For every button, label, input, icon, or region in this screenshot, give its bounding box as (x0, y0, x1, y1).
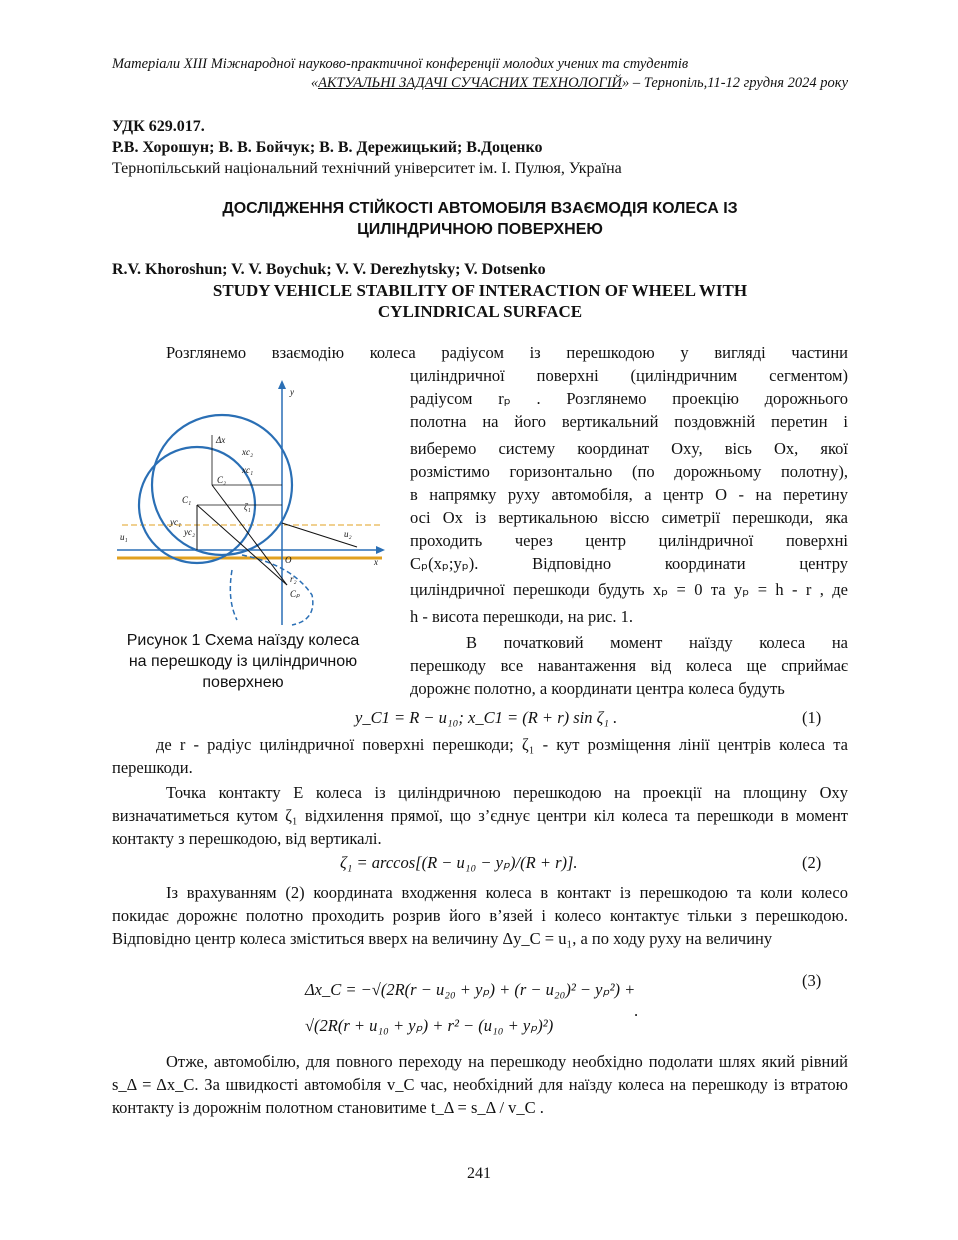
y-axis-arrow-icon (278, 380, 286, 389)
equation-3-line2: √(2R(r + u₁₀ + yₚ) + r² − (u₁₀ + yₚ)²) (305, 1016, 554, 1035)
x-axis-arrow-icon (376, 546, 385, 554)
paragraph-contact-point: Точка контакту E колеса із циліндричною перешкодою на проекції на площину Oxy визначатиметься кутом ζ₁ відхилення прямої, що з’єднує центри кіл колеса та перешкоди в момент контакту з перешкодою, від вертикалі. (112, 783, 848, 848)
equation-2-number: (2) (802, 853, 822, 872)
right-column-line: проходить через центр циліндричної поверхні (410, 531, 848, 550)
figure-caption: Рисунок 1 Схема наїзду колеса на перешкоду із циліндричною поверхнею (126, 632, 360, 691)
right-column-line: розмістимо горизонтально (по дорожньому полотну), (410, 462, 848, 481)
authors-en: R.V. Khoroshun; V. V. Boychuk; V. V. Derezhytsky; V. Dotsenko (112, 261, 546, 278)
label-o: O (285, 555, 292, 565)
paragraph-displacement: Із врахуванням (2) координата входження колеса в контакт із перешкодою та коли колесо покидає дорожнє полотно проходить розрив його в’язей і колесо контактує тільки з перешкодою. Відповідно центр колеса зміститься вверх на величину Δy_C = u₁, а по ходу руху на величину (112, 883, 848, 948)
conference-header-line2: «АКТУАЛЬНІ ЗАДАЧІ СУЧАСНИХ ТЕХНОЛОГІЙ» – Тернопіль,11-12 грудня 2024 року (310, 75, 848, 91)
equation-1: y_C1 = R − u₁₀; x_C1 = (R + r) sin ζ₁ . (355, 708, 618, 727)
equation-3-number: (3) (802, 971, 822, 990)
label-c2: C₂ (217, 475, 227, 485)
center-line-1 (197, 505, 287, 585)
label-xc2: xc₂ (242, 447, 254, 457)
label-cp: Cₚ (290, 589, 300, 599)
label-y: y (290, 387, 294, 397)
right-column-line: перешкоду все навантаження від колеса ще сприймає (410, 656, 848, 675)
equation-1-number: (1) (802, 708, 822, 727)
authors-ua: Р.В. Хорошун; В. В. Бойчук; В. В. Дережицький; В.Доценко (112, 139, 543, 156)
center-line-2 (212, 485, 287, 585)
right-column-line: полотна на його вертикальний поздовжній перетин і (410, 412, 848, 431)
right-column-line: циліндричної поверхні (циліндричним сегментом) (410, 366, 848, 385)
label-u1: u₁ (120, 532, 128, 542)
right-column-line: радіусом rₚ . Розглянемо проекцію дорожнього (410, 389, 848, 408)
right-column-line: Cₚ(xₚ;yₚ). Відповідно координати центру (410, 554, 848, 573)
label-c1: C₁ (182, 495, 192, 505)
label-dx: Δx (216, 435, 226, 445)
conference-name: АКТУАЛЬНІ ЗАДАЧІ СУЧАСНИХ ТЕХНОЛОГІЙ (318, 75, 623, 91)
label-rp: r₂ (290, 574, 297, 584)
intro-line: Розглянемо взаємодію колеса радіусом із перешкодою у вигляді частини (166, 343, 848, 362)
title-ua-line2: ЦИЛІНДРИЧНОЮ ПОВЕРХНЕЮ (357, 221, 603, 238)
label-x: x (374, 557, 378, 567)
page-number: 241 (467, 1165, 491, 1182)
equation-2: ζ₁ = arccos[(R − u₁₀ − yₚ)/(R + r)]. (340, 853, 578, 872)
label-xc1: xc₁ (242, 465, 254, 475)
label-yc2: yc₂ (184, 527, 196, 537)
paragraph-r-definition: де r - радіус циліндричної поверхні перешкоди; ζ₁ - кут розміщення лінії центрів колеса та перешкоди. (112, 735, 848, 777)
figure-wheel-obstacle (112, 375, 378, 625)
conference-header-line1: Матеріали XIII Міжнародної науково-практичної конференції молодих учених та студентів (112, 56, 689, 72)
label-yc1: yc₁ (170, 517, 182, 527)
label-u2: u₂ (344, 529, 352, 539)
udk-code: УДК 629.017. (112, 118, 205, 135)
title-ua-line1: ДОСЛІДЖЕННЯ СТІЙКОСТІ АВТОМОБІЛЯ ВЗАЄМОДІЯ КОЛЕСА ІЗ (222, 200, 738, 217)
title-en-line2: CYLINDRICAL SURFACE (377, 302, 583, 321)
obstacle-cylinder (230, 555, 312, 625)
paragraph-conclusion: Отже, автомобілю, для повного переходу на перешкоду необхідно подолати шлях який рівний s_Δ = Δx_C. За швидкості автомобіля v_C час, необхідний для наїзду колеса на перешкоду із втратою контакту із дорожнім полотном становитиме t_Δ = s_Δ / v_C . (112, 1052, 848, 1117)
label-zeta: ζ₁ (244, 502, 251, 512)
title-en-line1: STUDY VEHICLE STABILITY OF INTERACTION OF WHEEL WITH (212, 281, 748, 300)
right-column-line: осі Ox із вертикальною віссю симетрії перешкоди, яка (410, 508, 848, 527)
affiliation: Тернопільський національний технічний університет ім. І. Пулюя, Україна (112, 160, 622, 177)
right-column-line: циліндричної перешкоди будуть xₚ = 0 та yₚ = h - r , де (410, 580, 848, 599)
equation-3-dot: . (634, 1001, 639, 1020)
right-column-line: h - висота перешкоди, на рис. 1. (410, 607, 633, 626)
equation-3-line1: Δx_C = −√(2R(r − u₂₀ + yₚ) + (r − u₂₀)² − yₚ²) + (305, 980, 636, 999)
right-column-line: дорожнє полотно, а координати центра колеса будуть (410, 679, 785, 698)
right-column-line: В початковий момент наїзду колеса на (466, 633, 848, 652)
right-column-line: в напрямку руху автомобіля, а центр O - на перетину (410, 485, 848, 504)
right-column-line: виберемо систему координат Oxy, вісь Ox, якої (410, 439, 848, 458)
